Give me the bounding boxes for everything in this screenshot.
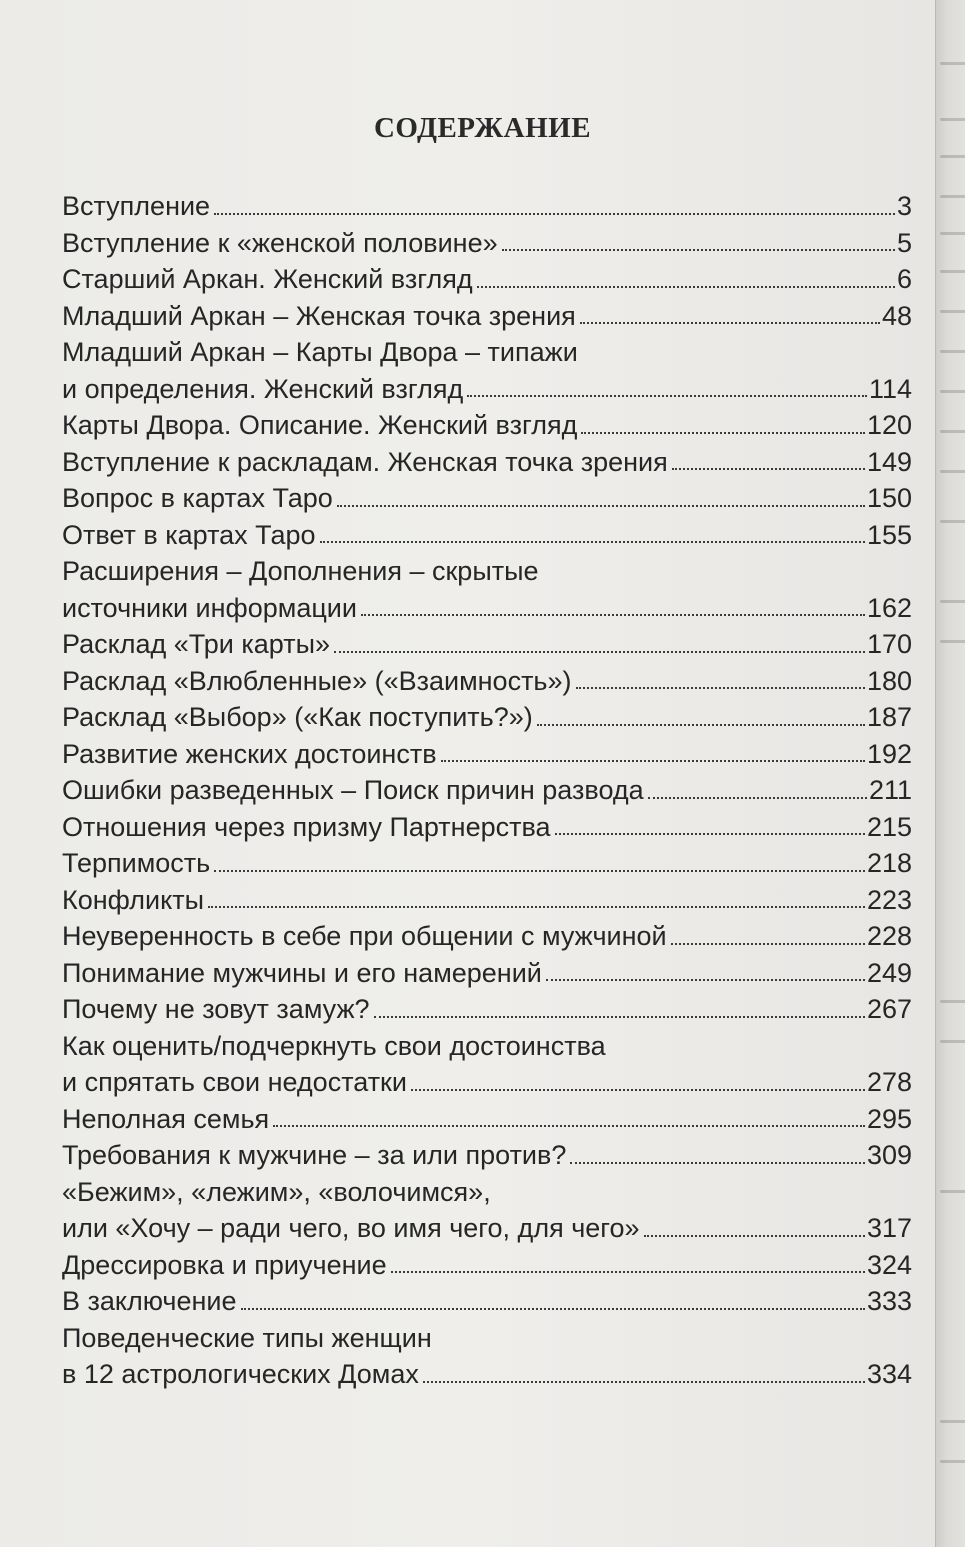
- toc-entry-title: Старший Аркан. Женский взгляд: [62, 264, 473, 294]
- toc-entry-title: Расклад «Три карты»: [62, 629, 330, 659]
- toc-entry: [62, 298, 912, 335]
- toc-entry-page-number: 249: [866, 957, 912, 988]
- dot-leader: [208, 900, 865, 908]
- toc-entry: [62, 1174, 912, 1211]
- toc-entry-title: Развитие женских достоинств: [62, 738, 437, 769]
- toc-entry-title: и спрятать свои недостатки: [62, 1067, 407, 1097]
- toc-entry: [62, 517, 912, 554]
- toc-entry: [62, 699, 912, 736]
- toc-entry: [62, 1320, 912, 1357]
- toc-entry-page-number: 295: [866, 1103, 912, 1134]
- toc-entry-title: Поведенческие типы женщин: [62, 1322, 432, 1353]
- toc-entry: [62, 736, 912, 773]
- toc-entry-title: Почему не зовут замуж?: [62, 994, 370, 1024]
- toc-entry: [62, 809, 912, 846]
- toc-entry: [62, 553, 912, 590]
- dot-leader: [648, 791, 867, 799]
- toc-entry-title: Понимание мужчины и его намерений: [62, 957, 542, 988]
- toc-entry-page-number: 324: [866, 1249, 912, 1280]
- toc-entry-title: источники информации: [62, 592, 357, 623]
- dot-leader: [320, 535, 865, 543]
- toc-entry-title: или «Хочу – ради чего, во имя чего, для чего»: [62, 1213, 640, 1243]
- toc-entry-title: Как оценить/подчеркнуть свои достоинства: [62, 1030, 606, 1061]
- toc-entry-page-number: 218: [866, 848, 912, 878]
- toc-entry-page-number: 48: [881, 300, 912, 331]
- toc-entry: [62, 1028, 912, 1065]
- toc-entry-page-number: 3: [896, 191, 912, 221]
- dot-leader: [337, 499, 865, 507]
- dot-leader: [580, 316, 880, 324]
- toc-entry-page-number: 192: [866, 738, 912, 769]
- toc-entry: [62, 1356, 912, 1393]
- toc-entry-page-number: 211: [868, 775, 912, 805]
- toc-entry-page-number: 5: [896, 227, 912, 258]
- dot-leader: [546, 973, 865, 981]
- toc-entry-title: Расклад «Влюбленные» («Взаимность»): [62, 665, 572, 696]
- toc-entry: [62, 225, 912, 262]
- dot-leader: [581, 426, 865, 434]
- dot-leader: [423, 1375, 865, 1383]
- toc-entry: [62, 590, 912, 627]
- toc-entry-page-number: 215: [866, 811, 912, 842]
- toc-entry-title: Расширения – Дополнения – скрытые: [62, 556, 539, 586]
- toc-entry: [62, 845, 912, 882]
- toc-entry-title: Вступление: [62, 191, 211, 221]
- toc-entry: [62, 1210, 912, 1247]
- dot-leader: [672, 462, 865, 470]
- toc-entry: [62, 626, 912, 663]
- toc-entry-page-number: 317: [866, 1213, 912, 1243]
- dot-leader: [411, 1083, 865, 1091]
- toc-entry: [62, 261, 912, 298]
- dot-leader: [576, 681, 865, 689]
- toc-entry: [62, 955, 912, 992]
- dot-leader: [671, 937, 865, 945]
- dot-leader: [441, 754, 865, 762]
- dot-leader: [361, 608, 865, 616]
- toc-entry-title: Младший Аркан – Карты Двора – типажи: [62, 337, 578, 367]
- toc-entry-page-number: 149: [866, 446, 912, 477]
- toc-entry-page-number: 334: [866, 1359, 912, 1389]
- dot-leader: [214, 207, 895, 215]
- toc-entry-title: Отношения через призму Партнерства: [62, 811, 551, 842]
- toc-entry-page-number: 278: [866, 1067, 912, 1097]
- dot-leader: [502, 243, 895, 251]
- toc-entry: [62, 772, 912, 809]
- dot-leader: [214, 864, 865, 872]
- toc-entry-title: Терпимость: [62, 848, 211, 878]
- toc-entry: [62, 1064, 912, 1101]
- toc-entry-title: Требования к мужчине – за или против?: [62, 1140, 567, 1170]
- toc-entry-title: Ответ в картах Таро: [62, 519, 316, 550]
- toc-entry-page-number: 150: [866, 483, 912, 513]
- dot-leader: [273, 1119, 865, 1127]
- toc-entry-title: в 12 астрологических Домах: [62, 1359, 419, 1389]
- toc-entry-page-number: 155: [866, 519, 912, 550]
- toc-entry-page-number: 162: [866, 592, 912, 623]
- toc-entry-page-number: 309: [866, 1140, 912, 1170]
- toc-entry: [62, 918, 912, 955]
- toc-entry: [62, 1137, 912, 1174]
- toc-entry: [62, 188, 912, 225]
- toc-entry-page-number: 6: [896, 264, 912, 294]
- toc-entry-title: Вступление к раскладам. Женская точка зрения: [62, 446, 668, 477]
- toc-entry-page-number: 333: [866, 1286, 912, 1316]
- toc-entry: [62, 1247, 912, 1284]
- toc-entry: [62, 1101, 912, 1138]
- toc-entry-title: Неуверенность в себе при общении с мужчиной: [62, 921, 667, 951]
- toc-entry-page-number: 187: [866, 702, 912, 732]
- toc-entry-title: «Бежим», «лежим», «волочимся»,: [62, 1176, 491, 1207]
- toc-entry: [62, 663, 912, 700]
- dot-leader: [241, 1302, 865, 1310]
- toc-entry-page-number: 114: [868, 373, 912, 404]
- dot-leader: [570, 1156, 865, 1164]
- toc-entry: [62, 1283, 912, 1320]
- toc-entry: [62, 371, 912, 408]
- toc-entry-page-number: 120: [866, 410, 912, 440]
- dot-leader: [644, 1229, 865, 1237]
- toc-entry-page-number: 223: [866, 884, 912, 915]
- toc-entry-title: Вступление к «женской половине»: [62, 227, 498, 258]
- toc-entry-page-number: 180: [866, 665, 912, 696]
- dot-leader: [374, 1010, 865, 1018]
- toc-entry: [62, 991, 912, 1028]
- toc-entry-title: Неполная семья: [62, 1103, 270, 1134]
- toc-entry: [62, 480, 912, 517]
- toc-entry: [62, 882, 912, 919]
- toc-entry-title: В заключение: [62, 1286, 237, 1316]
- dot-leader: [467, 389, 867, 397]
- toc-entry-title: Расклад «Выбор» («Как поступить?»): [62, 702, 533, 732]
- toc-entry: [62, 407, 912, 444]
- dot-leader: [391, 1265, 865, 1273]
- toc-entry-title: и определения. Женский взгляд: [62, 373, 464, 404]
- toc-entry: [62, 444, 912, 481]
- dot-leader: [334, 645, 865, 653]
- page-title: СОДЕРЖАНИЕ: [373, 112, 592, 144]
- toc-entry: [62, 334, 912, 371]
- toc-entry-title: Карты Двора. Описание. Женский взгляд: [62, 410, 578, 440]
- dot-leader: [477, 280, 895, 288]
- toc-entry-page-number: 170: [866, 629, 912, 659]
- toc-entry-page-number: 267: [866, 994, 912, 1024]
- toc-entry-title: Конфликты: [62, 884, 205, 915]
- table-of-contents: [62, 188, 912, 1393]
- adjacent-page-edge: [935, 0, 965, 1547]
- dot-leader: [537, 718, 865, 726]
- toc-entry-title: Дрессировка и приучение: [62, 1249, 387, 1280]
- toc-entry-title: Вопрос в картах Таро: [62, 483, 333, 513]
- toc-entry-title: Ошибки разведенных – Поиск причин развода: [62, 775, 644, 805]
- toc-entry-page-number: 228: [866, 921, 912, 951]
- dot-leader: [555, 827, 865, 835]
- toc-entry-title: Младший Аркан – Женская точка зрения: [62, 300, 576, 331]
